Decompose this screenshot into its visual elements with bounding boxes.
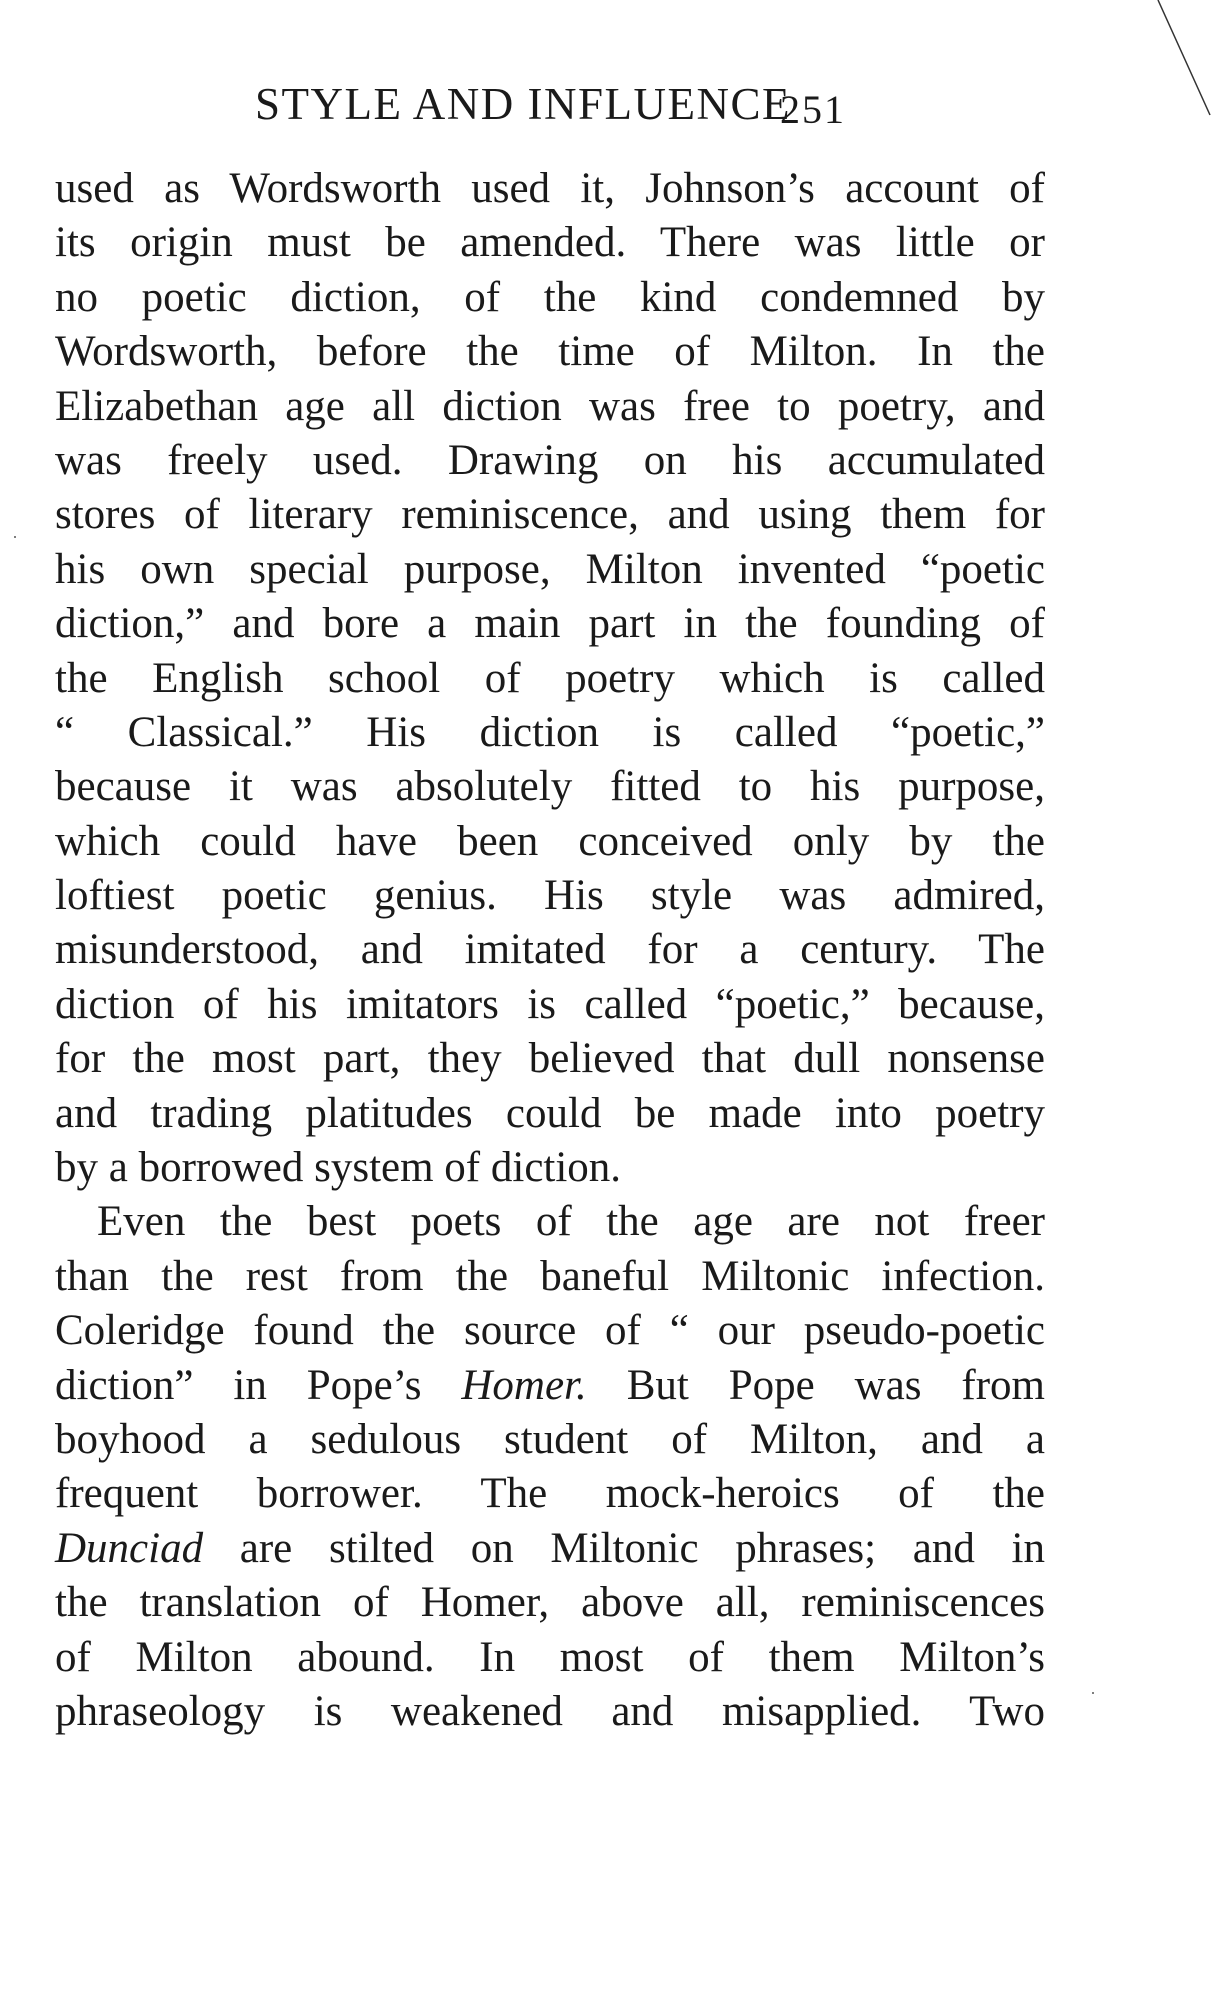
text-line: his own special purpose, Milton invented “poetic: [55, 545, 1045, 593]
italic-title: Homer.: [461, 1361, 587, 1409]
text-line: Even the best poets of the age are not freer: [97, 1198, 1045, 1246]
text-fragment: But Pope was from: [626, 1361, 1045, 1409]
running-head-title: STYLE AND INFLUENCE: [255, 79, 791, 129]
text-line: [55, 1359, 1045, 1413]
page-edge-line: [1150, 0, 1220, 120]
text-line: frequent borrower. The mock-heroics of the: [55, 1470, 1045, 1518]
text-line: [55, 1522, 1045, 1576]
text-line: Elizabethan age all diction was free to poetry, and: [55, 382, 1045, 430]
text-line: “ Classical.” His diction is called “poetic,”: [55, 708, 1045, 756]
text-line: loftiest poetic genius. His style was admired,: [55, 872, 1045, 920]
text-line: stores of literary reminiscence, and using them for: [55, 491, 1045, 539]
page-number: 251: [780, 87, 846, 132]
text-line: diction,” and bore a main part in the founding of: [55, 600, 1045, 648]
text-line: by a borrowed system of diction.: [55, 1144, 622, 1192]
text-fragment: diction” in Pope’s: [55, 1361, 422, 1409]
text-line: which could have been conceived only by the: [55, 817, 1045, 865]
text-line: its origin must be amended. There was little or: [55, 219, 1045, 267]
italic-title: Dunciad: [55, 1524, 204, 1572]
text-line: and trading platitudes could be made into poetry: [55, 1089, 1045, 1137]
text-line: of Milton abound. In most of them Milton’s: [55, 1633, 1045, 1681]
text-line: Coleridge found the source of “ our pseudo-poetic: [55, 1307, 1045, 1355]
text-line: phraseology is weakened and misapplied. Two: [55, 1687, 1045, 1735]
text-line: the translation of Homer, above all, reminiscences: [55, 1579, 1045, 1627]
text-line: Wordsworth, before the time of Milton. In the: [55, 328, 1045, 376]
text-fragment: are stilted on Miltonic phrases; and in: [239, 1524, 1046, 1572]
text-line: the English school of poetry which is called: [55, 654, 1045, 702]
text-line: boyhood a sedulous student of Milton, and a: [55, 1415, 1045, 1463]
paper-speck: [14, 536, 16, 538]
text-line: misunderstood, and imitated for a century. The: [55, 926, 1045, 974]
body-text: [55, 162, 1045, 1739]
text-line: because it was absolutely fitted to his purpose,: [55, 763, 1045, 811]
text-line: no poetic diction, of the kind condemned by: [55, 273, 1045, 321]
text-line: diction of his imitators is called “poetic,” because,: [55, 980, 1045, 1028]
running-head: [60, 74, 1060, 134]
text-line: used as Wordsworth used it, Johnson’s account of: [55, 165, 1045, 212]
text-line: than the rest from the baneful Miltonic infection.: [55, 1252, 1045, 1300]
paper-speck: [1092, 1692, 1094, 1694]
text-line: was freely used. Drawing on his accumulated: [55, 436, 1045, 484]
text-line: for the most part, they believed that dull nonsense: [55, 1035, 1045, 1083]
